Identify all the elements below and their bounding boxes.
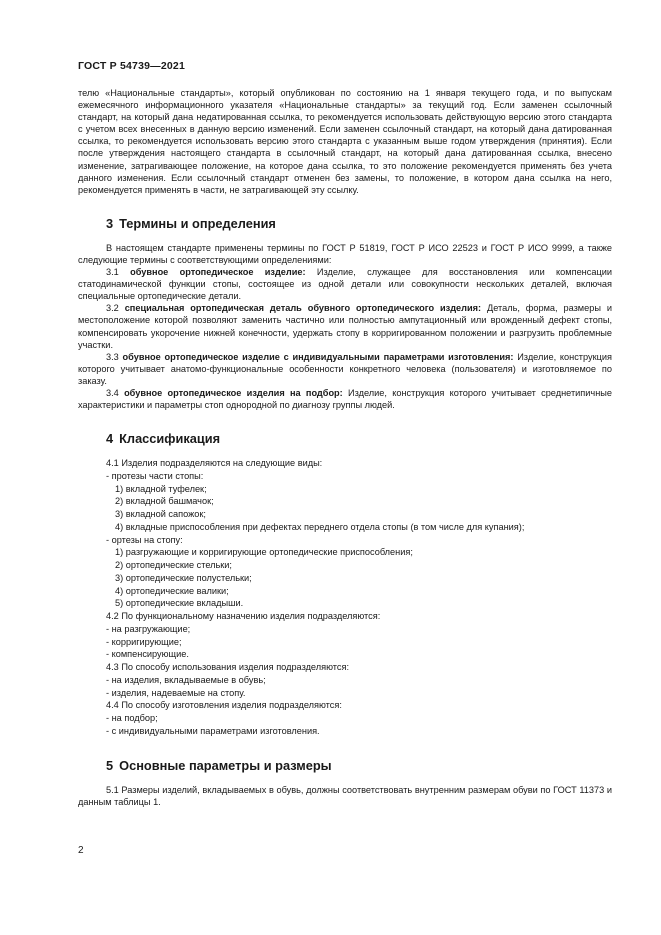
section-3-lead: В настоящем стандарте применены термины по ГОСТ Р 51819, ГОСТ Р ИСО 22523 и ГОСТ Р ИСО 9999, а также следующие термины с соответствующими определениями: bbox=[78, 242, 612, 265]
page-number: 2 bbox=[78, 845, 84, 856]
intro-paragraph: телю «Национальные стандарты», который опубликован по состоянию на 1 января текущего года, и по выпускам ежемесячного информационного указателя «Национальные стандарты» за текущий год. Если заменен ссылочный стандарт, на который дана недатированная ссылка, то рекомендуется использовать действующую версию этого стандарта с учетом всех внесенных в данную версию изменений. Если заменен ссылочный стандарт, на который дана датированная ссылка, то рекомендуется использовать версию этого стандарта с указанным выше годом утверждения (принятия). Если после утверждения настоящего стандарта в ссылочный стандарт, на который дана датированная ссылка, внесено изменение, затрагивающее положение, на которое дана ссылка, то это положение рекомендуется применять без учета данного изменения. Если ссылочный стандарт отменен без замены, то положение, в котором дана ссылка на него, рекомендуется применять в части, не затрагивающей эту ссылку. bbox=[78, 88, 612, 195]
list-item: 4) ортопедические валики; bbox=[115, 585, 229, 596]
term-number: 3.2 bbox=[106, 303, 119, 314]
list-item: - на изделия, вкладываемые в обувь; bbox=[106, 674, 266, 685]
list-item: 3) вкладной сапожок; bbox=[115, 509, 206, 520]
document-code: ГОСТ Р 54739—2021 bbox=[78, 60, 186, 72]
term-text: Изделие, служащее для восстановления или компенсации статодинамической функции стопы, состоящее из одной детали или совокупности нескольких деталей, включая специальные ортопедические детали. bbox=[78, 267, 612, 302]
list-item: - ортезы на стопу: bbox=[106, 534, 183, 545]
section-4-heading bbox=[106, 431, 612, 446]
list-item: 4) вкладные приспособления при дефектах переднего отдела стопы (в том числе для купания); bbox=[115, 521, 525, 532]
list-item: 4.1 Изделия подразделяются на следующие виды: bbox=[106, 458, 323, 469]
list-item: 1) разгружающие и корригирующие ортопедические приспособления; bbox=[115, 547, 413, 558]
list-item: - компенсирующие. bbox=[106, 649, 189, 660]
list-item: - корригирующие; bbox=[106, 636, 182, 647]
list-item: 2) вкладной башмачок; bbox=[115, 496, 214, 507]
section-3-number: 3 bbox=[106, 215, 114, 231]
section-5-paragraph: 5.1 Размеры изделий, вкладываемых в обувь, должны соответствовать внутренним размерам обуви по ГОСТ 11373 и данным таблицы 1. bbox=[78, 784, 612, 807]
section-3-heading bbox=[106, 216, 612, 231]
list-item: 4.3 По способу использования изделия подразделяются: bbox=[106, 662, 349, 673]
list-item: 5) ортопедические вкладыши. bbox=[115, 598, 244, 609]
term-number: 3.1 bbox=[106, 267, 119, 278]
term-number: 3.3 bbox=[106, 351, 119, 362]
list-item: - с индивидуальными параметрами изготовления. bbox=[106, 725, 320, 736]
term-text: Изделие, конструкция которого учитывает анатомо-функциональные особенности конкретного человека (пользователя) и изготовляемое по заказу. bbox=[78, 351, 612, 386]
term-text: Изделие, конструкция которого учитывает среднетипичные характеристики и параметры стоп однородной по диагнозу группы людей. bbox=[78, 387, 612, 411]
term-name: обувное ортопедическое изделия на подбор: bbox=[124, 387, 343, 398]
term-definition bbox=[78, 351, 612, 387]
section-4-title: Классификация bbox=[119, 431, 221, 447]
list-item: - изделия, надеваемые на стопу. bbox=[106, 687, 246, 698]
list-item: 4.2 По функциональному назначению изделия подразделяются: bbox=[106, 611, 381, 622]
page-content bbox=[78, 87, 612, 808]
classification-list bbox=[78, 457, 612, 738]
list-item: - на разгружающие; bbox=[106, 623, 191, 634]
list-item: 4.4 По способу изготовления изделия подразделяются: bbox=[106, 700, 342, 711]
list-item: - на подбор; bbox=[106, 713, 158, 724]
list-item: 1) вкладной туфелек; bbox=[115, 483, 207, 494]
term-name: специальная ортопедическая деталь обувного ортопедического изделия: bbox=[124, 303, 482, 314]
list-item: 2) ортопедические стельки; bbox=[115, 560, 232, 571]
terms-list bbox=[78, 266, 612, 411]
section-5-title: Основные параметры и размеры bbox=[119, 757, 332, 773]
section-4-number: 4 bbox=[106, 431, 114, 447]
term-number: 3.4 bbox=[106, 387, 119, 398]
term-definition bbox=[78, 302, 612, 350]
section-5-heading bbox=[106, 758, 612, 773]
section-3-title: Термины и определения bbox=[119, 215, 276, 231]
list-item: 3) ортопедические полустельки; bbox=[115, 572, 252, 583]
term-text: Деталь, форма, размеры и местоположение которой позволяют заменить частично или полностью ампутационный или врожденный дефект стопы, компенсировать укорочение нижней конечности, удержать стопу в корригированном положении и разгрузить проблемные участки. bbox=[78, 303, 612, 350]
term-name: обувное ортопедическое изделие: bbox=[130, 267, 306, 278]
term-definition bbox=[78, 266, 612, 302]
list-item: - протезы части стопы: bbox=[106, 470, 204, 481]
term-name: обувное ортопедическое изделие с индивидуальными параметрами изготовления: bbox=[122, 351, 514, 362]
section-5-number: 5 bbox=[106, 757, 114, 773]
term-definition bbox=[78, 387, 612, 411]
